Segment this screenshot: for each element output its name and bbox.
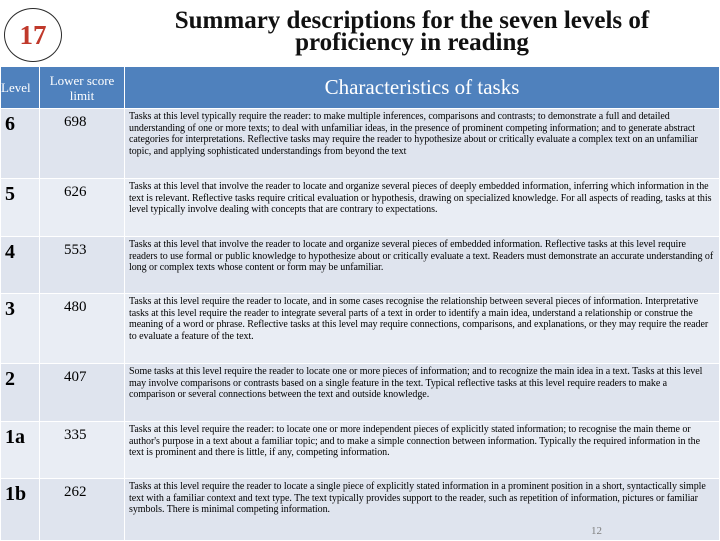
- table-row: [1, 364, 720, 422]
- table-row: [1, 237, 720, 294]
- level-cell: 5: [1, 179, 40, 237]
- level-cell: 3: [1, 294, 40, 364]
- proficiency-levels-table: [0, 66, 720, 541]
- level-cell: 4: [1, 237, 40, 294]
- header-level: Level: [1, 67, 40, 109]
- description-cell: Tasks at this level that involve the reader to locate and organize several pieces of deeply embedded information, inferring which information in the text is relevant. Reflective tasks require critical evaluation or hypothesis, drawing on specialized knowledge. For all aspects of reading, tasks at this level typically involve dealing with concepts that are contrary to expectations.: [125, 179, 720, 237]
- table-row: [1, 294, 720, 364]
- table-row: [1, 179, 720, 237]
- description-cell: Tasks at this level require the reader to locate, and in some cases recognise the relationship between several pieces of information. Interpretative tasks at this level require the reader to integrate several parts of a text in order to identify a main idea, understand a relationship or construe the meaning of a word or phrase. Reflective tasks at this level may require connections, comparisons, and explanations, or they may require the reader to evaluate a feature of the text.: [125, 294, 720, 364]
- page-title: [112, 7, 712, 56]
- score-cell: 262: [40, 479, 125, 541]
- level-cell: 1a: [1, 422, 40, 479]
- score-cell: 553: [40, 237, 125, 294]
- score-cell: 480: [40, 294, 125, 364]
- description-cell: Tasks at this level typically require the reader: to make multiple inferences, comparisons and contrasts; to demonstrate a full and detailed understanding of one or more texts; to deal with unfamiliar ideas, in the presence of prominent competing information; and to generate abstract categories for interpretations. Reflective tasks may require the reader to hypothesize about or critically evaluate a complex text on an unfamiliar topic, and applying sophisticated understandings from beyond the text: [125, 109, 720, 179]
- level-cell: 6: [1, 109, 40, 179]
- table-row: [1, 422, 720, 479]
- description-cell: Tasks at this level require the reader: to locate one or more independent pieces of explicitly stated information; to recognise the main theme or author's purpose in a text about a familiar topic; and to make a simple connection between information. Typically the required information in the text is prominent and there is little, if any, competing information.: [125, 422, 720, 479]
- page-number: 12: [591, 525, 602, 537]
- score-cell: 335: [40, 422, 125, 479]
- title-line-1: Summary descriptions for the seven levels of: [174, 7, 650, 34]
- table-row: [1, 479, 720, 541]
- slide-number-badge: 17: [4, 8, 62, 62]
- level-cell: 2: [1, 364, 40, 422]
- description-cell: Some tasks at this level require the reader to locate one or more pieces of information; and to recognize the main idea in a text. Tasks at this level may involve comparisons or contrasts based on a single feature in the text. Typical reflective tasks at this level require readers to make a comparison or several connections between the text and outside knowledge.: [125, 364, 720, 422]
- description-cell: Tasks at this level that involve the reader to locate and organize several pieces of embedded information. Reflective tasks at this level require readers to use formal or public knowledge to hypothesize about or critically evaluate a text. Readers must demonstrate an accurate understanding of long or complex texts whose content or form may be unfamiliar.: [125, 237, 720, 294]
- header-lower-score-limit: Lower score limit: [40, 67, 125, 109]
- score-cell: 698: [40, 109, 125, 179]
- level-cell: 1b: [1, 479, 40, 541]
- description-cell: Tasks at this level require the reader to locate a single piece of explicitly stated information in a prominent position in a short, syntactically simple text with a familiar context and text type. The text typically provides support to the reader, such as repetition of information, pictures or familiar symbols. There is minimal competing information.: [125, 479, 720, 541]
- score-cell: 626: [40, 179, 125, 237]
- title-line-2: proficiency in reading: [295, 29, 529, 56]
- header-characteristics: Characteristics of tasks: [125, 67, 720, 109]
- score-cell: 407: [40, 364, 125, 422]
- table-row: [1, 109, 720, 179]
- table-header-row: [1, 67, 720, 109]
